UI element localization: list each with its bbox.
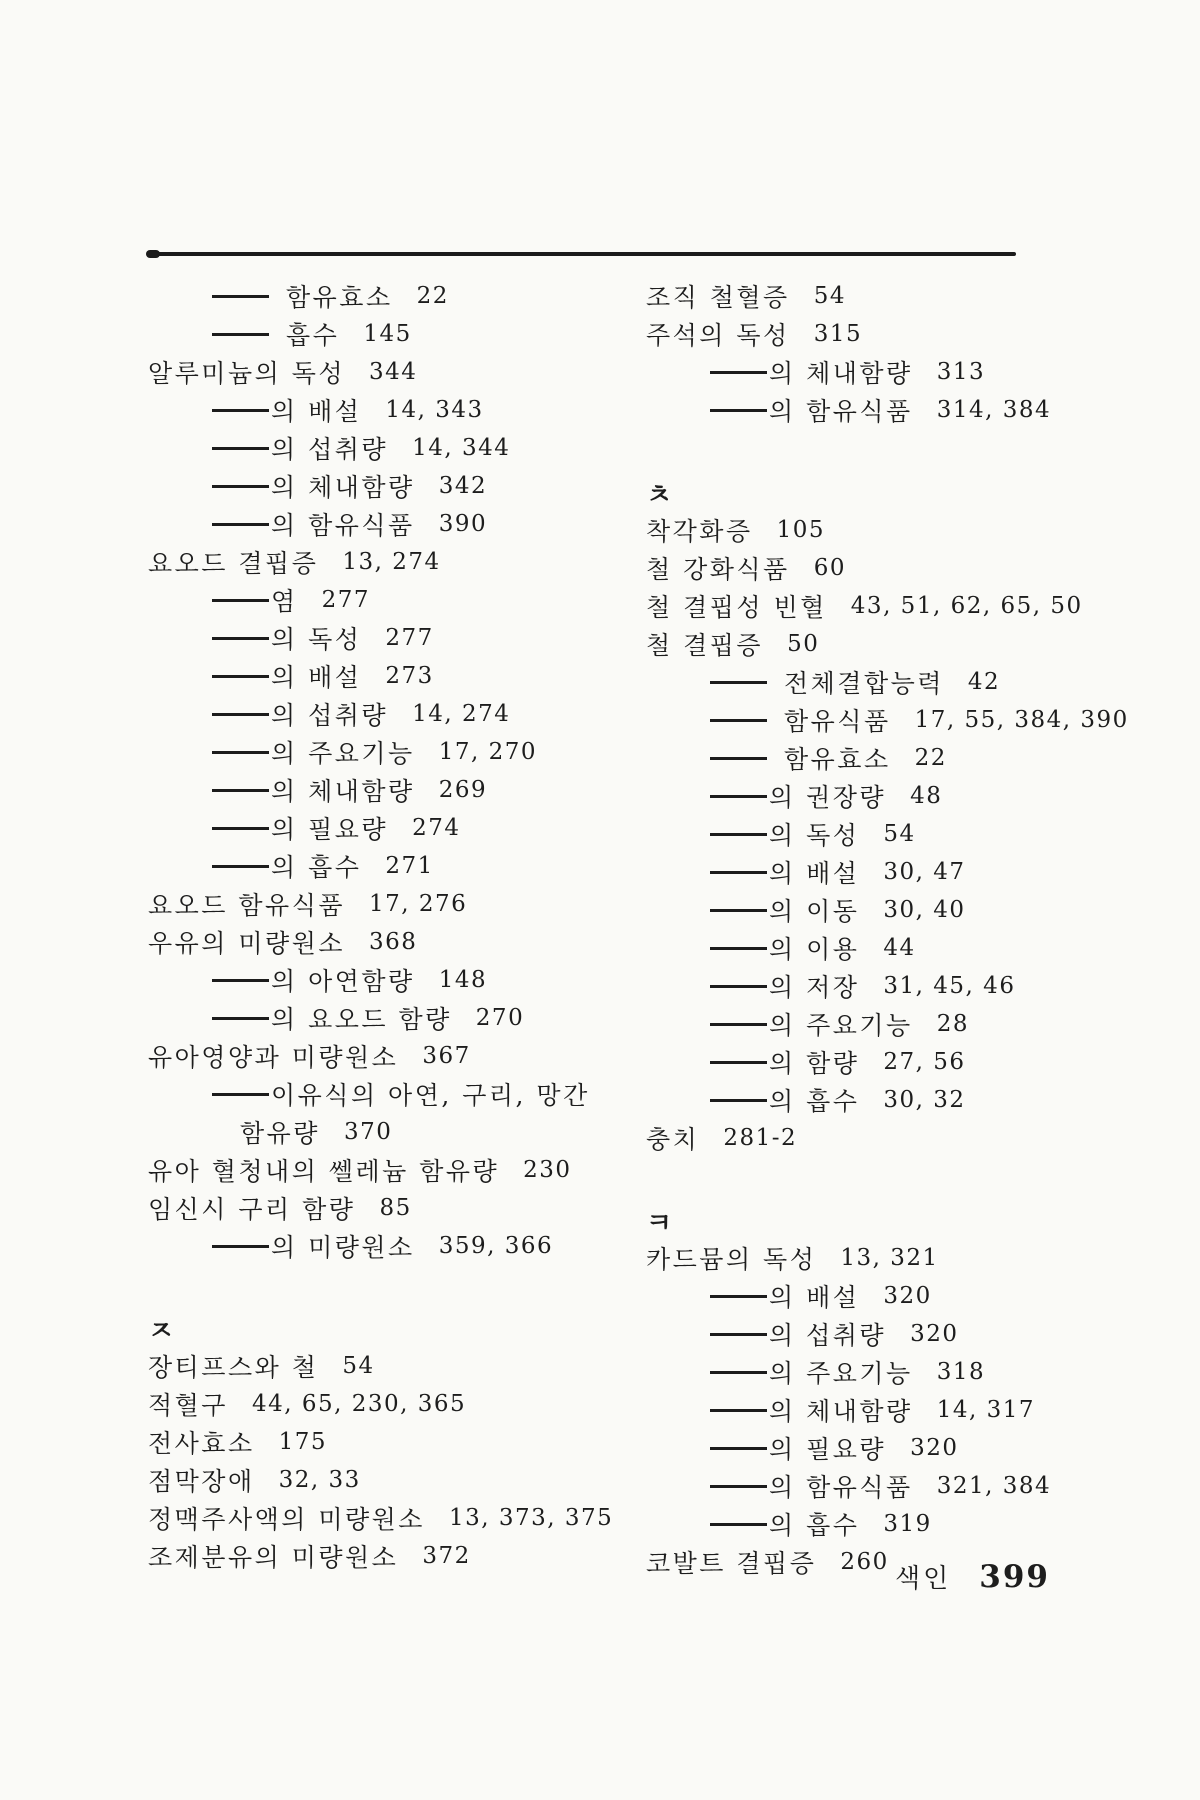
leader-dash <box>710 1371 767 1374</box>
entry-label: 함유효소 <box>286 283 393 312</box>
leader-dash <box>212 865 269 868</box>
entry-label: 의 흡수 <box>769 1511 860 1540</box>
entry-label: 의 함유식품 <box>769 1473 913 1502</box>
entry-pages: 54 <box>813 283 846 309</box>
index-entry <box>646 587 1166 625</box>
leader-dash <box>212 447 269 450</box>
entry-label: 임신시 구리 함량 <box>148 1195 356 1224</box>
entry-label: 의 필요량 <box>271 815 389 844</box>
leader-dash <box>212 713 269 716</box>
leader-dash <box>212 979 269 982</box>
entry-pages: 269 <box>438 777 488 803</box>
entry-label: 함유식품 <box>784 707 891 736</box>
index-entry <box>148 277 628 315</box>
index-entry <box>646 663 1166 701</box>
entry-pages: 372 <box>422 1543 471 1569</box>
entry-label: 의 독성 <box>769 821 860 850</box>
entry-label: 의 체내함량 <box>769 359 913 388</box>
index-entry <box>148 543 628 581</box>
index-entry <box>148 315 628 353</box>
index-entry <box>646 549 1166 587</box>
entry-label: 점막장애 <box>148 1467 255 1496</box>
index-entry <box>148 771 628 809</box>
index-entry <box>646 1391 1166 1429</box>
leader-dash <box>212 333 269 336</box>
entry-pages: 42 <box>967 669 1001 695</box>
index-column-left <box>148 277 628 1575</box>
entry-pages: 30, 40 <box>883 897 966 923</box>
index-entry <box>646 1239 1166 1277</box>
top-rule <box>150 252 1016 256</box>
entry-pages: 60 <box>813 555 846 581</box>
index-entry <box>148 695 628 733</box>
entry-label: 의 체내함량 <box>769 1397 913 1426</box>
entry-label: 우유의 미량원소 <box>148 929 345 958</box>
entry-pages: 320 <box>883 1283 932 1309</box>
leader-dash <box>212 675 269 678</box>
entry-label: 의 저장 <box>769 973 860 1002</box>
entry-label: 요오드 결핍증 <box>148 549 319 578</box>
leader-dash <box>212 789 269 792</box>
entry-pages: 281-2 <box>723 1125 798 1151</box>
entry-label: 유아 혈청내의 쎌레늄 함유량 <box>148 1157 500 1186</box>
entry-pages: 30, 32 <box>883 1087 966 1113</box>
index-entry <box>148 1423 628 1461</box>
entry-pages: 28 <box>936 1011 969 1037</box>
leader-dash <box>212 751 269 754</box>
index-entry <box>646 1353 1166 1391</box>
entry-pages: 85 <box>379 1195 412 1221</box>
entry-label: 의 주요기능 <box>769 1359 913 1388</box>
entry-label: 장티프스와 철 <box>148 1353 319 1382</box>
leader-dash <box>710 871 767 874</box>
entry-label: 의 배설 <box>271 663 362 692</box>
entry-label: 카드뮴의 독성 <box>646 1245 817 1274</box>
entry-label: 알루미늄의 독성 <box>148 359 345 388</box>
entry-label: 흡수 <box>286 321 340 350</box>
entry-label: 의 함량 <box>769 1049 860 1078</box>
entry-pages: 271 <box>385 853 434 879</box>
entry-pages: 22 <box>416 283 449 309</box>
index-entry <box>148 885 628 923</box>
entry-pages: 230 <box>523 1157 572 1183</box>
entry-label: 요오드 함유식품 <box>148 891 345 920</box>
section-header: ㅋ <box>646 1207 675 1239</box>
index-entry <box>646 625 1166 663</box>
entry-pages: 105 <box>776 517 826 543</box>
index-entry <box>148 999 628 1037</box>
index-entry <box>646 315 1166 353</box>
entry-label: 충치 <box>646 1125 700 1154</box>
entry-pages: 44, 65, 230, 365 <box>251 1391 467 1417</box>
index-entry <box>148 1075 628 1113</box>
leader-dash <box>710 681 767 684</box>
entry-label: 의 아연함량 <box>271 967 415 996</box>
section-header: ㅈ <box>148 1315 177 1347</box>
entry-pages: 32, 33 <box>278 1467 361 1493</box>
entry-label: 의 주요기능 <box>271 739 415 768</box>
entry-pages: 175 <box>278 1429 328 1455</box>
entry-pages: 14, 344 <box>412 435 511 461</box>
entry-pages: 277 <box>385 625 434 651</box>
entry-pages: 30, 47 <box>883 859 966 885</box>
entry-label: 염 <box>271 587 298 616</box>
index-entry <box>646 929 1166 967</box>
index-entry <box>148 467 628 505</box>
page-footer <box>820 1558 1050 1595</box>
entry-pages: 54 <box>883 821 916 847</box>
entry-label: 전사효소 <box>148 1429 255 1458</box>
leader-dash <box>212 637 269 640</box>
entry-pages: 17, 55, 384, 390 <box>914 707 1129 733</box>
entry-pages: 368 <box>369 929 418 955</box>
entry-label: 의 권장량 <box>769 783 887 812</box>
leader-dash <box>212 523 269 526</box>
entry-label: 코발트 결핍증 <box>646 1549 817 1578</box>
index-entry <box>646 391 1166 429</box>
entry-pages: 370 <box>343 1119 393 1145</box>
leader-dash <box>710 1099 767 1102</box>
leader-dash <box>212 1093 269 1096</box>
entry-label: 의 독성 <box>271 625 362 654</box>
entry-label: 의 이용 <box>769 935 860 964</box>
entry-label: 조직 철혈증 <box>646 283 790 312</box>
entry-pages: 14, 317 <box>936 1397 1035 1423</box>
index-entry <box>148 1113 628 1151</box>
index-entry <box>148 353 628 391</box>
index-entry <box>148 391 628 429</box>
leader-dash <box>212 827 269 830</box>
index-entry <box>646 739 1166 777</box>
leader-dash <box>710 371 767 374</box>
entry-pages: 320 <box>910 1321 959 1347</box>
entry-pages: 260 <box>840 1549 889 1575</box>
leader-dash <box>212 485 269 488</box>
entry-pages: 367 <box>422 1043 471 1069</box>
entry-pages: 13, 321 <box>840 1245 939 1271</box>
index-entry <box>646 853 1166 891</box>
index-entry <box>148 581 628 619</box>
entry-pages: 359, 366 <box>438 1233 554 1259</box>
index-entry <box>148 1189 628 1227</box>
entry-label: 의 섭취량 <box>769 1321 887 1350</box>
entry-label: 함유효소 <box>784 745 891 774</box>
leader-dash <box>710 409 767 412</box>
entry-label: 의 섭취량 <box>271 701 389 730</box>
index-entry <box>148 505 628 543</box>
leader-dash <box>710 795 767 798</box>
entry-pages: 320 <box>910 1435 959 1461</box>
entry-label: 의 배설 <box>769 859 860 888</box>
entry-pages: 314, 384 <box>936 397 1052 423</box>
entry-pages: 14, 343 <box>385 397 484 423</box>
index-entry <box>148 1037 628 1075</box>
leader-dash <box>710 757 767 760</box>
index-entry <box>148 1347 628 1385</box>
leader-dash <box>710 947 767 950</box>
entry-pages: 13, 274 <box>342 549 441 575</box>
entry-pages: 31, 45, 46 <box>883 973 1016 999</box>
leader-dash <box>212 409 269 412</box>
index-entry <box>646 701 1166 739</box>
entry-pages: 318 <box>936 1359 986 1385</box>
index-entry <box>646 511 1166 549</box>
entry-label: 의 배설 <box>271 397 362 426</box>
index-entry <box>148 1385 628 1423</box>
index-entry <box>148 733 628 771</box>
entry-pages: 17, 270 <box>438 739 537 765</box>
index-entry <box>646 1119 1166 1157</box>
entry-label: 의 주요기능 <box>769 1011 913 1040</box>
index-entry <box>646 815 1166 853</box>
index-entry <box>646 1043 1166 1081</box>
index-entry <box>646 353 1166 391</box>
entry-pages: 390 <box>438 511 488 537</box>
entry-pages: 344 <box>369 359 418 385</box>
index-entry <box>646 1081 1166 1119</box>
leader-dash <box>710 1447 767 1450</box>
index-entry <box>148 847 628 885</box>
leader-dash <box>710 719 767 722</box>
index-entry <box>148 657 628 695</box>
leader-dash <box>212 599 269 602</box>
footer-index-label: 색인 <box>895 1564 952 1594</box>
index-entry <box>646 1005 1166 1043</box>
entry-label: 의 필요량 <box>769 1435 887 1464</box>
leader-dash <box>212 295 269 298</box>
index-entry <box>148 1461 628 1499</box>
section-header: ㅊ <box>646 479 675 511</box>
leader-dash <box>710 1295 767 1298</box>
index-entry <box>646 891 1166 929</box>
index-entry <box>148 961 628 999</box>
entry-pages: 44 <box>883 935 916 961</box>
index-entry <box>646 1467 1166 1505</box>
entry-pages: 48 <box>910 783 943 809</box>
entry-label: 유아영양과 미량원소 <box>148 1043 399 1072</box>
leader-dash <box>212 1017 269 1020</box>
entry-pages: 17, 276 <box>369 891 468 917</box>
index-entry <box>148 923 628 961</box>
entry-pages: 54 <box>342 1353 375 1379</box>
entry-pages: 145 <box>363 321 412 347</box>
entry-label: 전체결합능력 <box>784 669 944 698</box>
leader-dash <box>710 1333 767 1336</box>
entry-label: 의 미량원소 <box>271 1233 415 1262</box>
leader-dash <box>710 1409 767 1412</box>
entry-label: 의 함유식품 <box>271 511 415 540</box>
entry-label: 철 강화식품 <box>646 555 790 584</box>
index-entry <box>646 777 1166 815</box>
index-entry <box>646 1429 1166 1467</box>
entry-label: 의 배설 <box>769 1283 860 1312</box>
entry-pages: 148 <box>438 967 488 993</box>
entry-label: 의 흡수 <box>769 1087 860 1116</box>
entry-pages: 315 <box>813 321 863 347</box>
entry-label: 의 체내함량 <box>271 473 415 502</box>
entry-label: 이유식의 아연, 구리, 망간 <box>271 1081 590 1110</box>
entry-label: 조제분유의 미량원소 <box>148 1543 399 1572</box>
entry-pages: 14, 274 <box>412 701 511 727</box>
entry-label: 의 체내함량 <box>271 777 415 806</box>
entry-label: 의 흡수 <box>271 853 362 882</box>
entry-pages: 22 <box>914 745 947 771</box>
entry-label: 정맥주사액의 미량원소 <box>148 1505 425 1534</box>
leader-dash <box>710 1485 767 1488</box>
leader-dash <box>710 1023 767 1026</box>
footer-page-number: 399 <box>979 1559 1050 1595</box>
entry-label: 착각화증 <box>646 517 753 546</box>
index-entry <box>646 967 1166 1005</box>
index-entry <box>646 277 1166 315</box>
index-entry <box>148 1151 628 1189</box>
entry-label: 의 요오드 함량 <box>271 1005 452 1034</box>
entry-label: 의 섭취량 <box>271 435 389 464</box>
entry-pages: 342 <box>438 473 488 499</box>
leader-dash <box>710 909 767 912</box>
index-entry <box>148 1227 628 1265</box>
index-entry <box>148 809 628 847</box>
leader-dash <box>710 985 767 988</box>
entry-pages: 270 <box>475 1005 525 1031</box>
entry-pages: 43, 51, 62, 65, 50 <box>850 593 1083 619</box>
leader-dash <box>212 1245 269 1248</box>
entry-pages: 27, 56 <box>883 1049 966 1075</box>
entry-pages: 13, 373, 375 <box>448 1505 614 1531</box>
leader-dash <box>710 833 767 836</box>
leader-dash <box>710 1061 767 1064</box>
entry-pages: 50 <box>787 631 820 657</box>
entry-pages: 313 <box>936 359 986 385</box>
entry-pages: 277 <box>321 587 371 613</box>
entry-pages: 274 <box>412 815 461 841</box>
entry-label: 적혈구 <box>148 1391 228 1420</box>
entry-label: 함유량 <box>240 1119 320 1148</box>
index-entry <box>148 1537 628 1575</box>
index-entry <box>148 429 628 467</box>
entry-label: 주석의 독성 <box>646 321 790 350</box>
index-entry <box>148 1499 628 1537</box>
entry-label: 철 결핍증 <box>646 631 764 660</box>
entry-pages: 321, 384 <box>936 1473 1052 1499</box>
index-entry <box>646 1315 1166 1353</box>
entry-label: 의 함유식품 <box>769 397 913 426</box>
entry-pages: 273 <box>385 663 434 689</box>
leader-dash <box>710 1523 767 1526</box>
entry-label: 철 결핍성 빈혈 <box>646 593 827 622</box>
entry-label: 의 이동 <box>769 897 860 926</box>
index-column-right <box>646 277 1166 1581</box>
index-entry <box>646 1505 1166 1543</box>
index-entry <box>148 619 628 657</box>
entry-pages: 319 <box>883 1511 932 1537</box>
index-entry <box>646 1277 1166 1315</box>
